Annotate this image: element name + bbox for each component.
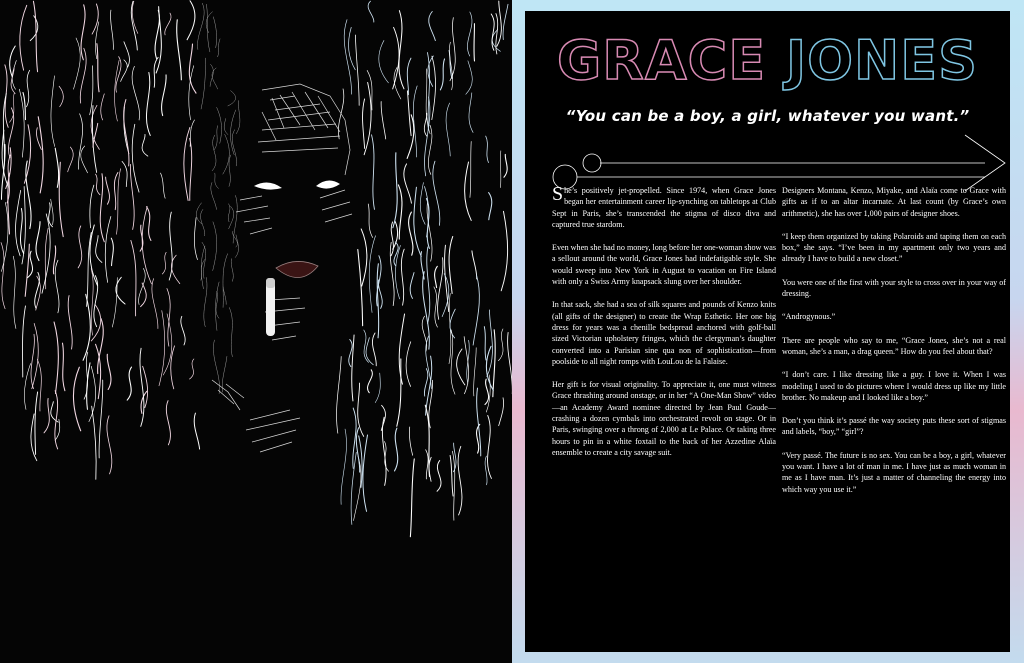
- hair-strand: [393, 27, 399, 89]
- hair-strand: [194, 413, 199, 449]
- hair-strand: [62, 343, 64, 391]
- hair-strand: [458, 446, 462, 515]
- hair-strand: [215, 282, 219, 331]
- hair-strand: [223, 287, 226, 304]
- hair-strand: [35, 272, 40, 308]
- hair-strand: [165, 13, 171, 35]
- hair-strand: [194, 218, 197, 260]
- hair-strand: [162, 252, 166, 274]
- hair-strand: [351, 452, 356, 524]
- hair-strand: [395, 428, 398, 471]
- hair-strand: [474, 348, 477, 396]
- hair-strand: [177, 20, 182, 80]
- hair-strand: [453, 443, 456, 472]
- hair-strand: [228, 204, 230, 222]
- hair-strand: [409, 212, 413, 255]
- hair-strand: [407, 115, 414, 159]
- hair-strand: [379, 40, 389, 82]
- hair-strand: [368, 204, 372, 237]
- paragraph: Designers Montana, Kenzo, Miyake, and Alaïa come to Grace with gifts as if to an altar incarnate. At last count (by Grace’s own arithmetic), she has over 1,000 pairs of designer shoes.: [782, 186, 1006, 218]
- hair-strand: [87, 363, 90, 409]
- hair-strand: [378, 280, 382, 308]
- interview-answer: “Very passé. The future is no sex. You can be a boy, a girl, whatever you want. I have a lot of man in me. I have just as much woman in me as I have man. It’s just a matter of channeling the energy into which way you use it.”: [782, 450, 1006, 494]
- hair-strand: [59, 86, 63, 106]
- hair-strand: [26, 161, 31, 229]
- hair-strand: [22, 187, 25, 264]
- hair-strand: [233, 195, 237, 243]
- decorative-arrow-graphic: [525, 121, 1010, 191]
- hair-strand: [80, 48, 86, 103]
- hair-strand: [232, 130, 236, 166]
- article-panel: [525, 11, 1010, 652]
- hair-strand: [24, 125, 30, 184]
- hair-strand: [217, 107, 222, 143]
- hair-strand: [466, 61, 473, 95]
- article-page: [512, 0, 1024, 663]
- hair-strand: [229, 155, 231, 187]
- paragraph: Even when she had no money, long before her one-woman show was a sellout around the world, Grace Jones had indefatigable style. She would sweep into New York in August to vacation on Fire Island with only a Swiss Army knapsack slung over her shoulder.: [552, 243, 776, 287]
- hair-strand: [377, 264, 379, 338]
- hair-strand: [358, 250, 363, 326]
- hair-strand: [228, 91, 236, 106]
- hair-strand: [432, 56, 436, 120]
- hair-strand: [13, 256, 16, 328]
- hair-strand: [213, 222, 217, 271]
- hair-strand: [361, 229, 367, 286]
- hair-strand: [38, 117, 43, 193]
- hair-strand: [407, 58, 411, 95]
- hair-strand: [348, 27, 355, 69]
- hair-strand: [90, 185, 94, 228]
- hair-strand: [106, 177, 110, 204]
- hair-strand: [355, 35, 359, 105]
- hair-strand: [105, 217, 111, 283]
- hair-strand: [20, 208, 23, 253]
- hair-strand: [55, 260, 59, 313]
- hair-strand: [410, 459, 414, 537]
- hair-strand: [211, 183, 217, 210]
- hair-strand: [187, 1, 195, 40]
- left-eye: [254, 182, 282, 189]
- hair-strand: [390, 242, 394, 305]
- article-title: [525, 31, 1010, 91]
- hair-strand: [10, 46, 16, 77]
- hair-strand: [393, 153, 397, 228]
- hair-strand: [414, 187, 421, 256]
- hair-strand: [503, 4, 508, 39]
- hair-strand: [214, 126, 218, 150]
- hair-strand: [424, 369, 427, 397]
- hair-strand: [190, 138, 192, 200]
- hair-strand: [51, 76, 55, 147]
- paragraph: In that sack, she had a sea of silk squares and pounds of Kenzo knits (all gifts of the designer) to create the Wrap Esthetic. Her one big dress for years was a chenille bedspread anchored with golf-ball sized Victorian upholstery fringes, which the clergyman’s daughter converted into a Parisian sine qua non of sophistication—from poolside to all night romps with LouLou de la Falaise.: [552, 300, 776, 366]
- hair-strand: [451, 330, 455, 394]
- hair-strand: [496, 14, 498, 54]
- hair-strand: [229, 308, 232, 357]
- hair-strand: [407, 91, 411, 136]
- hair-strand: [212, 135, 216, 171]
- hair-strand: [94, 276, 98, 327]
- hair-strand: [16, 190, 21, 255]
- hair-strand: [223, 254, 228, 308]
- hair-strand: [364, 83, 371, 155]
- hair-strand: [19, 89, 24, 157]
- hair-strand: [469, 93, 473, 133]
- hair-strand: [381, 101, 386, 138]
- hair-strand: [20, 5, 27, 70]
- hair-strand: [435, 266, 438, 287]
- hair-strand: [114, 60, 119, 121]
- title-first-name: GRACE: [556, 29, 767, 92]
- hair-strand: [337, 356, 342, 433]
- hair-strand: [54, 322, 58, 394]
- hair-strand: [489, 193, 492, 220]
- hair-strand: [486, 136, 489, 162]
- hair-strand: [485, 379, 489, 404]
- hair-strand: [375, 373, 380, 403]
- hair-strand: [368, 1, 374, 22]
- hair-strand: [202, 242, 206, 278]
- hair-strand: [81, 146, 88, 173]
- hair-strand: [421, 252, 424, 279]
- hair-strand: [446, 103, 450, 156]
- decor-circle-small: [583, 154, 601, 172]
- hair-strand: [122, 161, 127, 186]
- hair-strand: [127, 367, 131, 400]
- hair-strand: [473, 275, 479, 345]
- hair-strand: [24, 364, 30, 410]
- hair-strand: [398, 185, 402, 239]
- paragraph: Her gift is for visual originality. To appreciate it, one must witness Grace thrashing around onstage, or in her “A One-Man Show” video—an Academy Award nominee directed by Jean Paul Goude—crashing a dozen cymbals into orchestrated revolt on stage. Or in Paris, swinging over a throng of 2,000 at Le Palace. Or taking three hours to pin in a white foxtail to the back of her Azzedine Alaïa ensemble to create a city savage suit.: [552, 380, 776, 457]
- hair-strand: [236, 101, 240, 134]
- hair-strand: [449, 236, 453, 293]
- hair-strand: [434, 287, 438, 327]
- hair-strand: [51, 199, 54, 225]
- hair-strand: [498, 329, 503, 361]
- hair-strand: [142, 134, 148, 156]
- hair-strand: [424, 113, 427, 136]
- hair-strand: [93, 123, 98, 147]
- hair-strand: [410, 273, 414, 299]
- hair-strand: [231, 259, 233, 282]
- hair-strand: [499, 398, 504, 426]
- hair-strand: [1, 202, 8, 271]
- interview-answer: “I don’t care. I like dressing like a guy. I love it. When I was modeling I used to do pictures where I would dress up like my little brother. No makeup and I looked like a boy.”: [782, 370, 1006, 402]
- hair-strand: [171, 255, 179, 283]
- hair-strand: [440, 59, 444, 90]
- hair-strand: [197, 3, 204, 49]
- hair-strand: [223, 134, 230, 174]
- hair-strand: [356, 428, 359, 472]
- hair-strand: [372, 135, 375, 210]
- hair-strand: [504, 154, 507, 177]
- hair-strand: [397, 359, 401, 426]
- hair-strand: [141, 283, 147, 307]
- hair-strand: [167, 288, 170, 346]
- hair-strand: [190, 359, 194, 379]
- hair-strand: [437, 461, 441, 492]
- hair-strand: [485, 456, 487, 485]
- hair-strand: [59, 162, 63, 236]
- hair-strand: [73, 367, 80, 431]
- hair-strand: [116, 169, 120, 235]
- hair-strand: [44, 398, 49, 432]
- hair-strand: [131, 240, 136, 316]
- hair-strand: [161, 173, 166, 198]
- hair-strand: [1, 243, 5, 309]
- hair-strand: [404, 164, 412, 203]
- hair-strand: [420, 183, 425, 225]
- hair-strand: [146, 207, 150, 241]
- hair-strand: [470, 142, 471, 198]
- hair-strand: [96, 236, 102, 263]
- hair-strand: [130, 164, 134, 229]
- hair-strand: [25, 244, 29, 296]
- hair-strand: [433, 161, 440, 225]
- hair-strand: [23, 306, 26, 377]
- hair-strand: [155, 10, 159, 58]
- hair-strand: [68, 147, 74, 172]
- hair-strand: [132, 124, 139, 192]
- hair-strand: [493, 330, 495, 397]
- hair-strand: [91, 269, 93, 336]
- interview-answer: “Androgynous.”: [782, 312, 836, 322]
- article-column-right: [782, 185, 1006, 507]
- hair-strand: [91, 305, 101, 341]
- hair-strand: [213, 340, 219, 394]
- hair-strand: [42, 214, 50, 293]
- hair-strand: [406, 342, 411, 387]
- hair-strand: [184, 128, 190, 201]
- interview-question: You were one of the first with your style to cross over in your way of dressing.: [782, 277, 1006, 299]
- hair-strand: [37, 359, 41, 411]
- hair-strand: [425, 186, 429, 237]
- hair-strand: [201, 58, 205, 109]
- hair-strand: [159, 311, 165, 386]
- hair-strand: [487, 310, 493, 377]
- title-last-name: JONES: [786, 29, 978, 92]
- hair-strand: [210, 64, 213, 86]
- hair-strand: [457, 349, 465, 385]
- hair-strand: [101, 94, 105, 120]
- hair-strand: [146, 73, 150, 136]
- hair-strand: [162, 75, 167, 116]
- hair-strand: [110, 10, 113, 49]
- hair-strand: [452, 451, 454, 520]
- hair-strand: [484, 327, 486, 360]
- hair-strand: [364, 330, 369, 362]
- hair-strand: [55, 148, 58, 187]
- hair-strand: [89, 366, 96, 421]
- hair-strand: [426, 450, 428, 479]
- hair-strand: [429, 12, 436, 41]
- hair-strand: [363, 435, 368, 511]
- hair-strand: [132, 1, 138, 33]
- hair-strand: [35, 392, 38, 454]
- hair-strand: [74, 38, 81, 89]
- hair-strand: [450, 456, 453, 497]
- hair-strand: [200, 209, 204, 235]
- paragraph: “I keep them organized by taking Polaroids and taping them on each box,” she says. “I’ve been in my apartment only two years and already I have to build a new closet.”: [782, 231, 1006, 264]
- interview-question: There are people who say to me, “Grace Jones, she’s not a real woman, she’s a man, a drag queen.” How do you feel about that?: [782, 335, 1006, 356]
- drop-cap: S: [552, 183, 564, 205]
- hair-strand: [81, 5, 85, 60]
- hair-strand: [341, 429, 347, 504]
- hair-strand: [428, 125, 432, 174]
- hair-strand: [30, 16, 38, 41]
- hair-strand: [213, 17, 216, 48]
- hair-strand: [152, 279, 158, 329]
- hair-strand: [399, 314, 404, 384]
- hair-strand: [218, 39, 220, 57]
- hair-strand: [401, 249, 404, 305]
- hair-strand: [96, 174, 100, 195]
- hair-strand: [97, 44, 99, 92]
- hair-strand: [501, 211, 507, 290]
- hair-strand: [36, 222, 40, 261]
- hair-strand: [107, 354, 111, 389]
- hair-strand: [349, 339, 352, 366]
- hair-strand: [381, 405, 385, 430]
- hair-strand: [26, 70, 29, 107]
- hair-strand: [222, 356, 227, 392]
- hair-strand: [229, 206, 234, 229]
- pull-quote: “You can be a boy, a girl, whatever you want.”: [565, 107, 970, 125]
- hair-strand: [111, 238, 113, 265]
- hair-strand: [467, 12, 472, 56]
- hair-strand: [368, 370, 373, 393]
- hair-strand: [224, 119, 228, 135]
- right-eye: [316, 180, 340, 188]
- hair-strand: [488, 415, 492, 478]
- article-column-left: [552, 185, 776, 470]
- hair-strand: [68, 296, 72, 350]
- interview-question: Don’t you think it’s passé the way society puts these sort of stigmas and labels, “boy,” “girl”?: [782, 416, 1006, 437]
- hair-strand: [181, 316, 185, 345]
- hair-strand: [100, 174, 104, 242]
- hair-strand: [399, 11, 404, 89]
- hair-strand: [84, 352, 88, 399]
- paragraph: She’s positively jet-propelled. Since 1974, when Grace Jones began her entertainment career lip-synching on tabletops at Club Sept in Paris, she’s transcended the stigma of disco diva and captured true stardom.: [552, 183, 776, 229]
- hair-strand: [369, 236, 375, 313]
- hair-strand: [413, 86, 417, 157]
- hair-strand: [363, 99, 365, 148]
- hair-strand: [114, 173, 118, 210]
- hair-strand: [212, 68, 218, 89]
- hair-strand: [107, 416, 112, 474]
- hair-strand: [90, 66, 93, 115]
- hair-strand: [92, 406, 96, 479]
- hair-strand: [427, 247, 430, 324]
- hair-strand: [121, 60, 128, 82]
- hair-strand: [132, 66, 139, 120]
- hair-strand: [215, 173, 219, 188]
- lips: [276, 261, 318, 277]
- hair-strand: [166, 401, 170, 445]
- hair-strand: [438, 258, 443, 320]
- hair-strand: [78, 226, 82, 268]
- hair-strand: [140, 348, 144, 426]
- hair-strand: [372, 333, 376, 366]
- hair-strand: [204, 277, 207, 326]
- hair-strand: [409, 427, 412, 455]
